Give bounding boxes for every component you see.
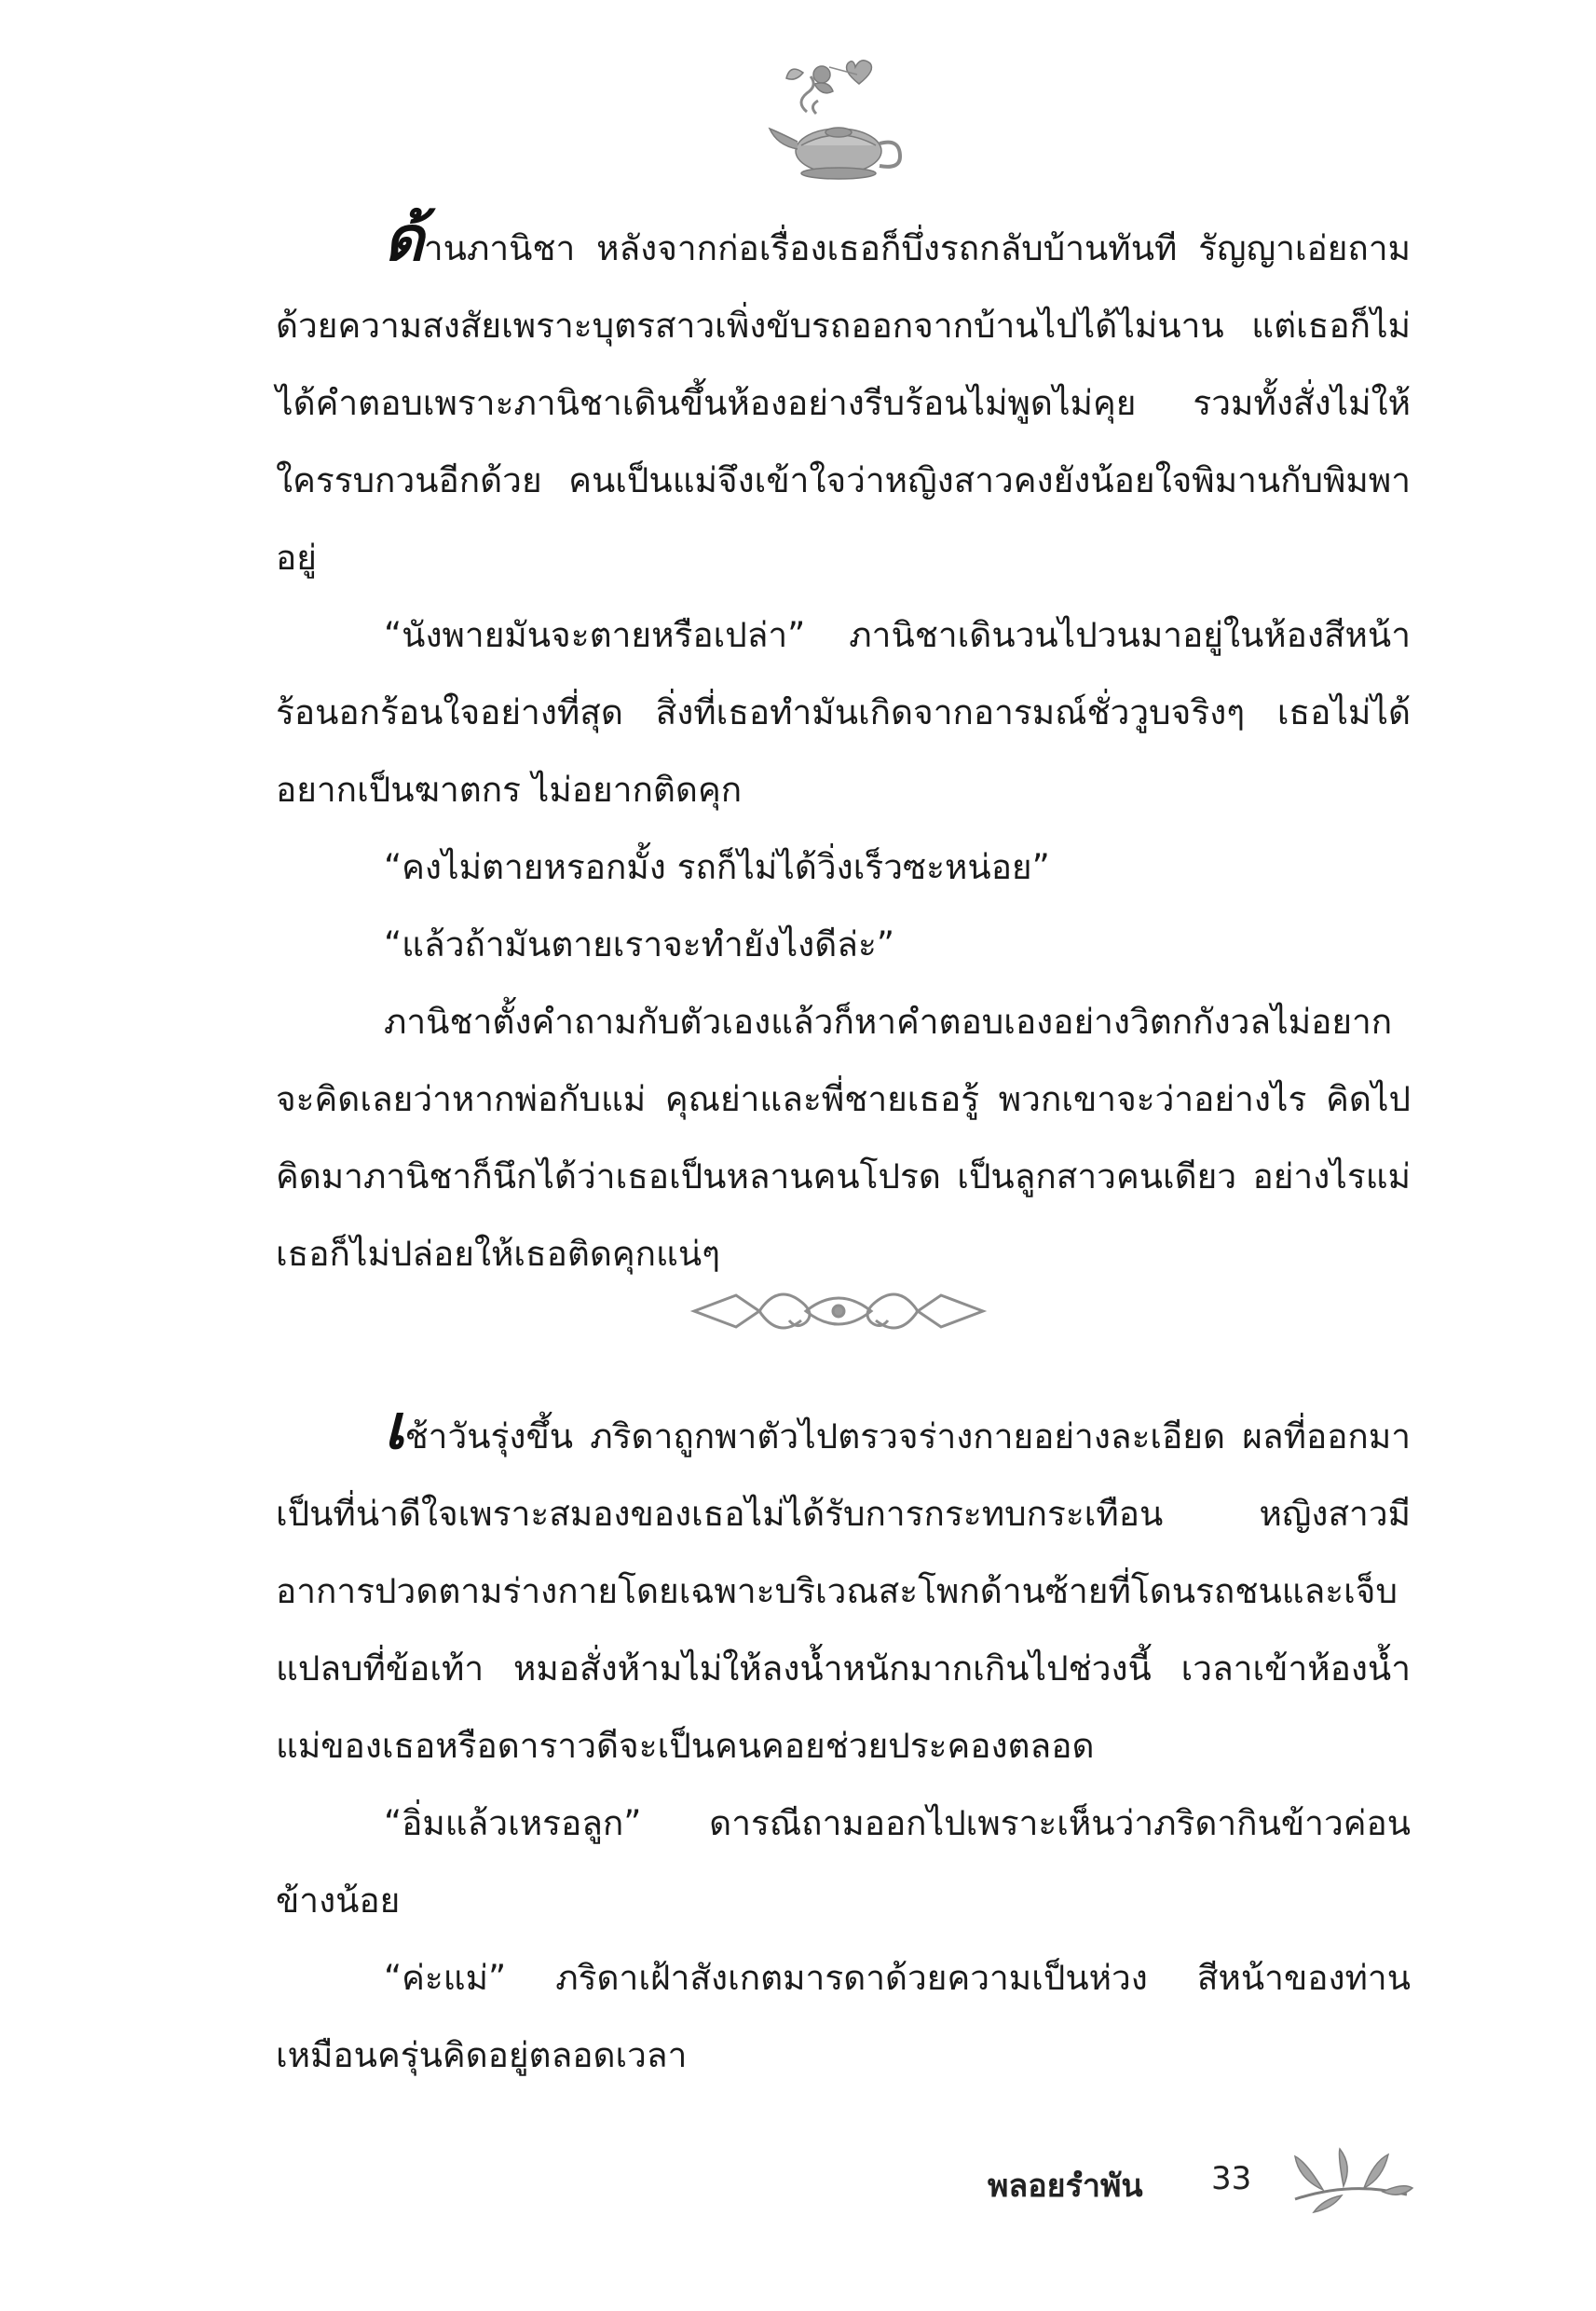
page-number: 33 xyxy=(1211,2160,1252,2197)
paragraph: ภานิชาตั้งคำถามกับตัวเองแล้วก็หาคำตอบเองอย่างวิตกกังวลไม่อยากจะคิดเลยว่าหากพ่อกับแม่ คุณย่าและพี่ชายเธอรู้ พวกเขาจะว่าอย่างไร คิดไปคิดมาภานิชาก็นึกได้ว่าเธอเป็นหลานคนโปรด เป็นลูกสาวคนเดียว อย่างไรแม่เธอก็ไม่ปล่อยให้เธอติดคุกแน่ๆ xyxy=(276,1002,1411,1274)
section-1 xyxy=(276,202,1411,1292)
paragraph xyxy=(276,202,1411,596)
dropcap: เ xyxy=(384,1390,405,1463)
teapot-cupid-ornament-icon xyxy=(764,47,913,186)
book-title: พลอยรำพัน xyxy=(988,2167,1143,2205)
paragraph: “นังพายมันจะตายหรือเปล่า” ภานิชาเดินวนไปวนมาอยู่ในห้องสีหน้าร้อนอกร้อนใจอย่างที่สุด สิ่งที่เธอทำมันเกิดจากอารมณ์ชั่ววูบจริงๆ เธอไม่ได้อยากเป็นฆาตกร ไม่อยากติดคุก xyxy=(276,615,1411,810)
paragraph-text: ช้าวันรุ่งขึ้น ภริดาถูกพาตัวไปตรวจร่างกายอย่างละเอียด ผลที่ออกมาเป็นที่น่าดีใจเพราะสมองของเธอไม่ได้รับการกระทบกระเทือน หญิงสาวมีอาการปวดตามร่างกายโดยเฉพาะบริเวณสะโพกด้านซ้ายที่โดนรถชนและเจ็บแปลบที่ข้อเท้า หมอสั่งห้ามไม่ให้ลงน้ำหนักมากเกินไปช่วงนี้ เวลาเข้าห้องน้ำแม่ของเธอหรือดาราวดีจะเป็นคนคอยช่วยประคองตลอด xyxy=(276,1416,1411,1766)
paragraph: “แล้วถ้ามันตายเราจะทำยังไงดีล่ะ” xyxy=(384,924,894,964)
page-footer xyxy=(988,2143,1435,2227)
scroll-divider-icon xyxy=(685,1277,992,1346)
leaf-sprig-icon xyxy=(1286,2143,1416,2218)
paragraph: “ค่ะแม่” ภริดาเฝ้าสังเกตมารดาด้วยความเป็นห่วง สีหน้าของท่านเหมือนครุ่นคิดอยู่ตลอดเวลา xyxy=(276,1958,1411,2075)
paragraph: “คงไม่ตายหรอกมั้ง รถก็ไม่ได้วิ่งเร็วซะหน่อย” xyxy=(384,847,1050,887)
dropcap: ด้ xyxy=(384,202,424,275)
paragraph: “อิ่มแล้วเหรอลูก” ดารณีถามออกไปเพราะเห็นว่าภริดากินข้าวค่อนข้างน้อย xyxy=(276,1803,1411,1921)
section-2 xyxy=(276,1390,1411,2094)
paragraph-text: านภานิชา หลังจากก่อเรื่องเธอก็บึ่งรถกลับบ้านทันที รัญญาเอ่ยถามด้วยความสงสัยเพราะบุตรสาวเพิ่งขับรถออกจากบ้านไปได้ไม่นาน แต่เธอก็ไม่ได้คำตอบเพราะภานิชาเดินขึ้นห้องอย่างรีบร้อนไม่พูดไม่คุย รวมทั้งสั่งไม่ให้ใครรบกวนอีกด้วย คนเป็นแม่จึงเข้าใจว่าหญิงสาวคงยังน้อยใจพิมานกับพิมพาอยู่ xyxy=(276,228,1411,578)
paragraph xyxy=(276,1390,1411,1785)
